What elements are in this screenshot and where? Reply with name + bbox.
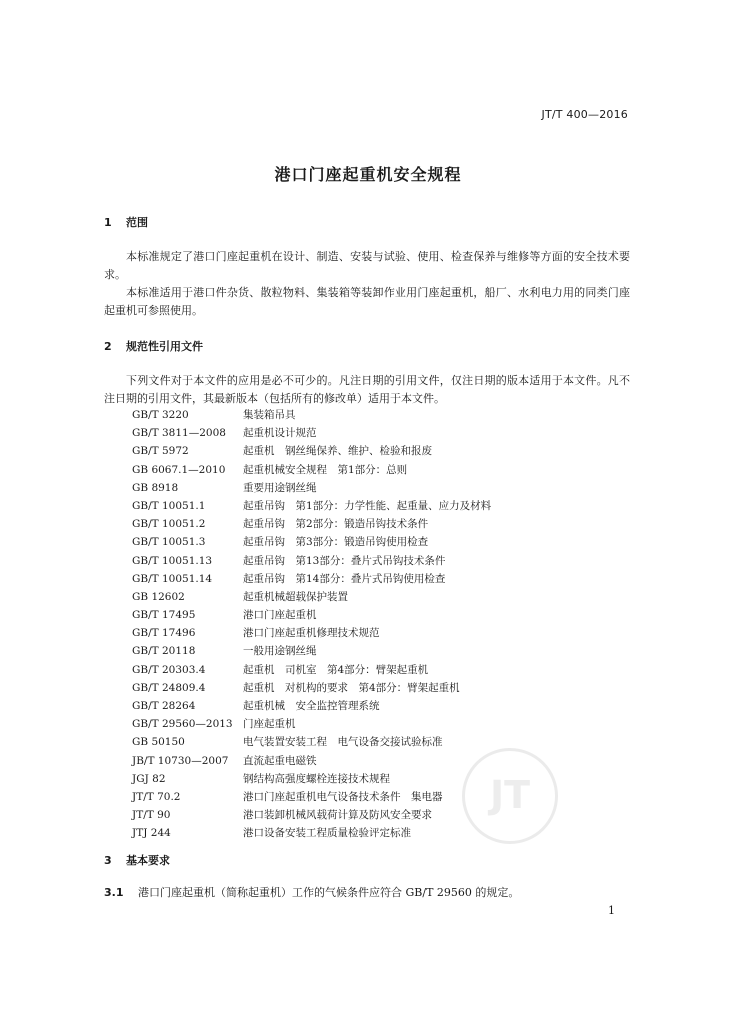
reference-code: GB/T 29560—2013 xyxy=(132,718,233,731)
reference-code: GB 6067.1—2010 xyxy=(132,463,226,476)
reference-code: GB/T 20118 xyxy=(132,645,196,658)
reference-code: GB/T 24809.4 xyxy=(132,681,206,694)
section-1-title: 范围 xyxy=(126,216,148,229)
reference-row xyxy=(132,497,491,515)
reference-code: GB/T 10051.13 xyxy=(132,554,213,567)
reference-title: 起重吊钩 第3部分：锻造吊钩使用检查 xyxy=(243,536,429,549)
reference-code: GB/T 17495 xyxy=(132,609,196,622)
reference-title: 港口装卸机械风载荷计算及防风安全要求 xyxy=(243,809,432,822)
section-3-title: 基本要求 xyxy=(126,854,170,867)
section-1-paragraph-1: 本标准规定了港口门座起重机在设计、制造、安装与试验、使用、检查保养与维修等方面的安全技术要求。 xyxy=(104,250,630,281)
reference-code: GB/T 10051.3 xyxy=(132,536,206,549)
reference-row xyxy=(132,461,491,479)
clause-number: 3.1 xyxy=(104,886,124,899)
reference-title: 起重机械 安全监控管理系统 xyxy=(243,700,380,712)
reference-row xyxy=(132,642,491,660)
reference-row xyxy=(132,624,491,642)
reference-code: GB 12602 xyxy=(132,590,185,603)
reference-title: 重要用途钢丝绳 xyxy=(243,481,317,494)
reference-code: JTJ 244 xyxy=(132,827,171,840)
reference-code: JGJ 82 xyxy=(132,772,166,785)
reference-code: GB 8918 xyxy=(132,481,179,494)
reference-code: GB/T 10051.1 xyxy=(132,499,206,512)
reference-title: 起重吊钩 第14部分：叠片式吊钩使用检查 xyxy=(243,572,446,585)
section-3-heading xyxy=(104,852,170,868)
reference-title: 一般用途钢丝绳 xyxy=(243,645,317,658)
reference-title: 集装箱吊具 xyxy=(243,409,296,421)
reference-title: 起重机械超载保护装置 xyxy=(243,590,348,603)
reference-title: 钢结构高强度螺栓连接技术规程 xyxy=(243,772,390,785)
watermark-text: JT xyxy=(489,773,531,817)
reference-title: 起重吊钩 第13部分：叠片式吊钩技术条件 xyxy=(243,554,446,567)
reference-title: 起重吊钩 第1部分：力学性能、起重量、应力及材料 xyxy=(243,499,492,512)
section-1-heading xyxy=(104,214,148,230)
reference-title: 起重机 对机构的要求 第4部分：臂架起重机 xyxy=(243,681,460,694)
reference-title: 起重机械安全规程 第1部分：总则 xyxy=(243,463,408,476)
reference-row xyxy=(132,552,491,570)
section-2-title: 规范性引用文件 xyxy=(126,340,203,353)
reference-code: GB/T 3811—2008 xyxy=(132,427,226,440)
reference-row xyxy=(132,606,491,624)
reference-title: 电气装置安装工程 电气设备交接试验标准 xyxy=(243,736,443,749)
reference-code: GB/T 28264 xyxy=(132,700,196,712)
clause-3-1 xyxy=(104,884,519,900)
reference-row xyxy=(132,479,491,497)
section-2-number: 2 xyxy=(104,340,112,353)
reference-title: 港口设备安装工程质量检验评定标准 xyxy=(243,827,411,840)
reference-code: JB/T 10730—2007 xyxy=(132,754,229,767)
reference-row xyxy=(132,515,491,533)
reference-code: GB/T 10051.14 xyxy=(132,572,213,585)
reference-code: GB/T 17496 xyxy=(132,627,196,640)
section-3-number: 3 xyxy=(104,854,112,867)
reference-row xyxy=(132,570,491,588)
section-1-paragraph-2: 本标准适用于港口件杂货、散粒物料、集装箱等装卸作业用门座起重机，船厂、水利电力用的同类门座起重机可参照使用。 xyxy=(104,286,630,317)
standard-code: JT/T 400—2016 xyxy=(541,108,628,121)
jt-watermark-logo xyxy=(462,748,558,844)
document-title: 港口门座起重机安全规程 xyxy=(274,165,462,184)
reference-title: 港口门座起重机 xyxy=(243,609,317,622)
reference-row xyxy=(132,424,491,442)
reference-title: 直流起重电磁铁 xyxy=(243,754,317,767)
reference-row xyxy=(132,733,491,751)
reference-row xyxy=(132,661,491,679)
reference-row xyxy=(132,752,491,770)
page-number: 1 xyxy=(608,904,615,917)
clause-text: 港口门座起重机（简称起重机）工作的气候条件应符合 GB/T 29560 的规定。 xyxy=(138,886,520,899)
reference-title: 起重机 司机室 第4部分：臂架起重机 xyxy=(243,663,429,676)
reference-row xyxy=(132,770,491,788)
reference-row xyxy=(132,679,491,697)
reference-row xyxy=(132,406,491,424)
reference-code: GB/T 20303.4 xyxy=(132,663,206,676)
reference-row xyxy=(132,715,491,733)
reference-row xyxy=(132,788,491,806)
reference-row xyxy=(132,442,491,460)
section-2-heading xyxy=(104,338,203,354)
reference-code: GB/T 3220 xyxy=(132,409,189,421)
reference-row xyxy=(132,824,491,842)
reference-code: GB/T 5972 xyxy=(132,445,189,458)
reference-row xyxy=(132,533,491,551)
reference-title: 起重机设计规范 xyxy=(243,427,317,440)
section-1-number: 1 xyxy=(104,216,112,229)
reference-row xyxy=(132,588,491,606)
reference-title: 起重吊钩 第2部分：锻造吊钩技术条件 xyxy=(243,518,429,531)
reference-code: JT/T 90 xyxy=(132,809,171,822)
reference-code: GB/T 10051.2 xyxy=(132,518,206,531)
reference-row xyxy=(132,806,491,824)
reference-code: JT/T 70.2 xyxy=(132,790,181,803)
reference-list xyxy=(132,406,491,843)
reference-row xyxy=(132,697,491,715)
section-2-intro: 下列文件对于本文件的应用是必不可少的。凡注日期的引用文件，仅注日期的版本适用于本文件。凡不注日期的引用文件，其最新版本（包括所有的修改单）适用于本文件。 xyxy=(104,374,630,405)
reference-title: 港口门座起重机电气设备技术条件 集电器 xyxy=(243,790,443,803)
reference-code: GB 50150 xyxy=(132,736,185,749)
reference-title: 起重机 钢丝绳保养、维护、检验和报废 xyxy=(243,445,432,458)
reference-title: 门座起重机 xyxy=(243,718,296,731)
reference-title: 港口门座起重机修理技术规范 xyxy=(243,627,380,640)
